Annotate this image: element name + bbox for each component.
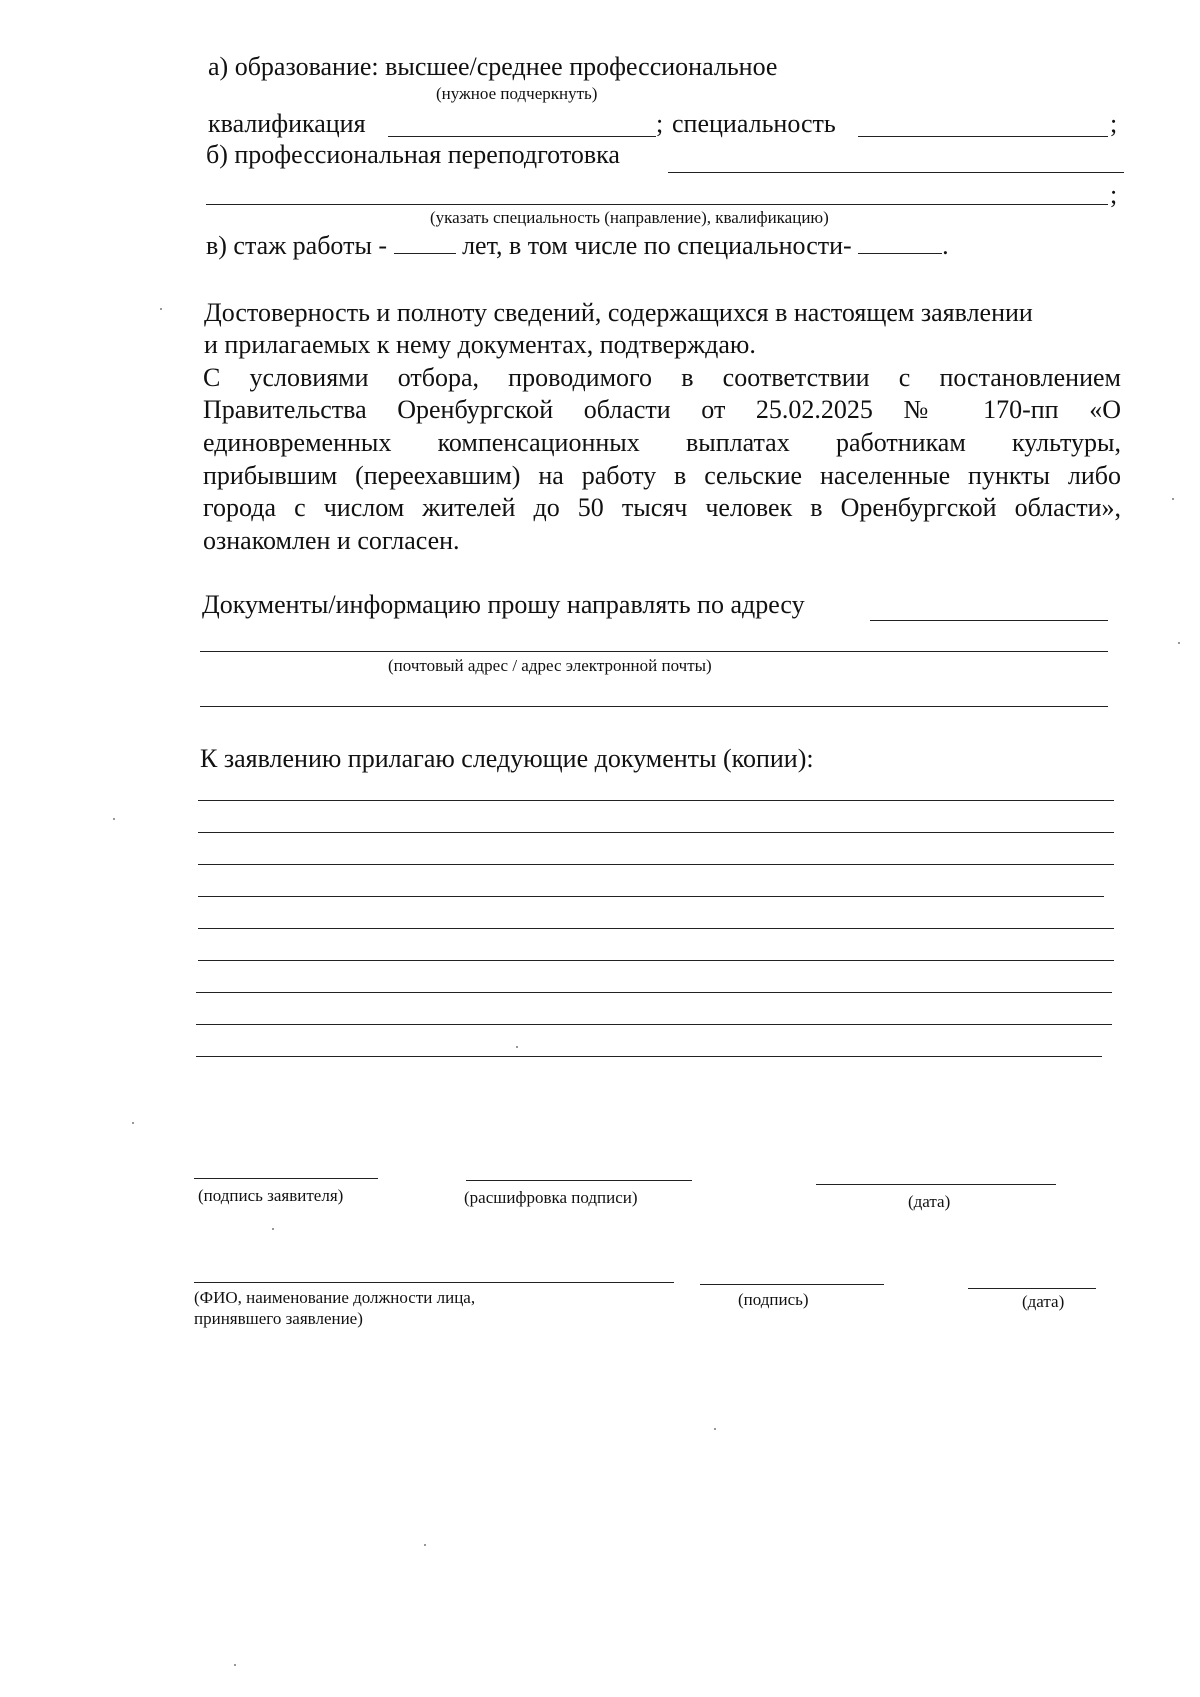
signature-decoding-field[interactable] <box>466 1180 692 1181</box>
address-label: Документы/информацию прошу направлять по адресу <box>202 590 805 619</box>
hint-underline-needed: (нужное подчеркнуть) <box>436 84 598 103</box>
scan-speck <box>132 1122 134 1124</box>
retraining-field-continued[interactable] <box>206 204 1108 205</box>
attachment-line[interactable] <box>198 960 1114 961</box>
experience-prefix: в) стаж работы - <box>206 231 388 260</box>
experience-years-field[interactable] <box>394 233 456 254</box>
semicolon-2: ; <box>1110 109 1118 138</box>
attachments-label: К заявлению прилагаю следующие документы (копии): <box>200 744 814 773</box>
confirmation-line-8: ознакомлен и согласен. <box>203 526 460 555</box>
applicant-signature-field[interactable] <box>194 1178 378 1179</box>
scan-speck <box>160 308 162 310</box>
semicolon-1: ; <box>656 109 664 138</box>
applicant-date-caption: (дата) <box>908 1192 951 1211</box>
confirmation-line-3: С условиями отбора, проводимого в соответствии с постановлением <box>203 363 1121 392</box>
attachment-line[interactable] <box>196 992 1112 993</box>
experience-end: . <box>942 231 949 260</box>
signature-decoding-caption: (расшифровка подписи) <box>464 1188 638 1207</box>
receiver-signature-caption: (подпись) <box>738 1290 809 1309</box>
address-hint: (почтовый адрес / адрес электронной почты) <box>388 656 712 675</box>
scan-speck <box>714 1428 716 1430</box>
specialty-label: специальность <box>672 109 836 138</box>
receiver-caption-line-2: принявшего заявление) <box>194 1309 363 1328</box>
confirmation-line-6: прибывшим (переехавшим) на работу в сельские населенные пункты либо <box>203 461 1121 490</box>
retraining-field[interactable] <box>668 172 1124 173</box>
confirmation-line-7: города с числом жителей до 50 тысяч человек в Оренбургской области», <box>203 493 1121 522</box>
experience-line <box>206 231 949 261</box>
attachment-line[interactable] <box>198 800 1114 801</box>
scan-speck <box>234 1664 236 1666</box>
attachment-line[interactable] <box>198 928 1114 929</box>
confirmation-line-1: Достоверность и полноту сведений, содержащихся в настоящем заявлении <box>204 298 1033 327</box>
education-line-a: а) образование: высшее/среднее профессиональное <box>208 52 778 81</box>
scan-speck <box>1178 642 1180 644</box>
attachment-line[interactable] <box>196 1024 1112 1025</box>
attachment-line[interactable] <box>198 832 1114 833</box>
scan-speck <box>113 818 115 820</box>
address-field-line-3[interactable] <box>200 706 1108 707</box>
scan-speck <box>424 1544 426 1546</box>
attachment-line[interactable] <box>198 896 1104 897</box>
experience-specialty-field[interactable] <box>858 233 942 254</box>
attachment-line[interactable] <box>196 1056 1102 1057</box>
receiver-caption-line-1: (ФИО, наименование должности лица, <box>194 1288 476 1307</box>
receiver-name-field[interactable] <box>194 1282 674 1283</box>
address-field[interactable] <box>870 620 1108 621</box>
confirmation-line-4: Правительства Оренбургской области от 25.02.2025 № 170-пп «О <box>203 395 1121 424</box>
scan-speck <box>1172 498 1174 500</box>
confirmation-line-5: единовременных компенсационных выплатах работникам культуры, <box>203 428 1121 457</box>
scan-speck <box>272 1228 274 1230</box>
receiver-signature-field[interactable] <box>700 1284 884 1285</box>
retraining-label: б) профессиональная переподготовка <box>206 140 620 169</box>
applicant-signature-caption: (подпись заявителя) <box>198 1186 344 1205</box>
address-field-line-2[interactable] <box>200 651 1108 652</box>
qualification-label: квалификация <box>208 109 366 138</box>
confirmation-line-2: и прилагаемых к нему документах, подтверждаю. <box>204 330 756 359</box>
specialty-field[interactable] <box>858 136 1108 137</box>
receiver-date-caption: (дата) <box>1022 1292 1065 1311</box>
hint-specialty-qualification: (указать специальность (направление), квалификацию) <box>430 208 829 227</box>
qualification-field[interactable] <box>388 136 656 137</box>
scan-speck <box>516 1046 518 1048</box>
semicolon-3: ; <box>1110 180 1118 209</box>
attachment-line[interactable] <box>198 864 1114 865</box>
applicant-date-field[interactable] <box>816 1184 1056 1185</box>
receiver-date-field[interactable] <box>968 1288 1096 1289</box>
experience-middle: лет, в том числе по специальности- <box>462 231 852 260</box>
